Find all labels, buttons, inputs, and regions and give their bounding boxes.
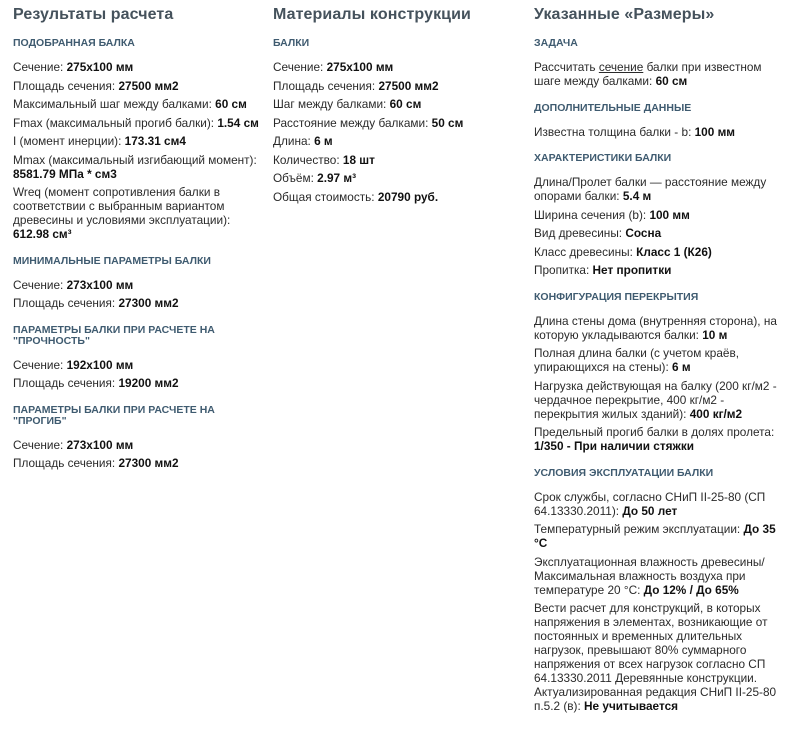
- area-row: [13, 79, 263, 93]
- span-row: [534, 175, 784, 203]
- deflection-params-heading: ПАРАМЕТРЫ БАЛКИ ПРИ РАСЧЕТЕ НА "ПРОГИБ": [13, 403, 215, 427]
- row-value: 273x100 мм: [66, 437, 134, 452]
- volume-row: [273, 171, 523, 185]
- strength-params-section: [13, 325, 263, 391]
- quantity-row: [273, 153, 523, 167]
- input-dimensions-column: [534, 0, 784, 718]
- row-label: Сечение:: [273, 60, 327, 74]
- additional-data-section: [534, 103, 784, 139]
- row-value: 18 шт: [342, 152, 375, 167]
- section-row: [273, 60, 523, 74]
- task-section: [534, 38, 784, 88]
- floor-config-heading: КОНФИГУРАЦИЯ ПЕРЕКРЫТИЯ: [534, 290, 699, 303]
- row-label: Длина стены дома (внутренняя сторона), на которую укладываются балки:: [534, 313, 777, 342]
- results-column: [13, 0, 263, 475]
- beams-heading: БАЛКИ: [273, 37, 310, 49]
- task-row: [534, 60, 784, 88]
- row-value: 20790 руб.: [377, 189, 439, 204]
- limit-deflection-row: [534, 425, 784, 453]
- row-label: Длина:: [273, 134, 315, 148]
- row-value: 400 кг/м2: [689, 406, 743, 421]
- distance-row: [273, 116, 523, 130]
- beams-section: [273, 38, 523, 204]
- row-value: 8581.79 МПа * см3: [13, 166, 117, 181]
- strength-params-heading: ПАРАМЕТРЫ БАЛКИ ПРИ РАСЧЕТЕ НА "ПРОЧНОСТЬ": [13, 323, 215, 347]
- wall-length-row: [534, 314, 784, 342]
- row-value: 27500 мм2: [378, 78, 439, 93]
- row-label: Площадь сечения:: [13, 296, 119, 310]
- row-value: 60 см: [389, 97, 422, 111]
- wood-type-row: [534, 226, 784, 240]
- floor-config-section: [534, 292, 784, 454]
- row-label: Расстояние между балками:: [273, 115, 432, 130]
- inertia-row: [13, 134, 263, 148]
- row-label: Сечение:: [13, 437, 67, 452]
- row-label: Сечение:: [13, 60, 67, 74]
- long-load-row: [534, 601, 784, 713]
- total-cost-row: [273, 190, 523, 204]
- row-label: Рассчитать: [534, 60, 599, 74]
- step-row: [273, 97, 523, 111]
- mmax-row: [13, 153, 263, 181]
- row-value: Класс 1 (К26): [636, 244, 712, 259]
- row-value: 27300 мм2: [118, 296, 179, 310]
- wreq-row: [13, 185, 263, 241]
- row-value: 27500 мм2: [118, 78, 179, 93]
- full-length-row: [534, 346, 784, 374]
- row-value: Нет пропитки: [592, 263, 672, 277]
- row-label: Площадь сечения:: [13, 456, 119, 470]
- row-label: Площадь сечения:: [13, 78, 119, 93]
- row-value: 60 см: [655, 74, 688, 88]
- section-link[interactable]: сечение: [598, 60, 644, 74]
- area-row: [273, 79, 523, 93]
- section-row: [13, 278, 263, 292]
- materials-title: Материалы конструкции: [273, 6, 471, 23]
- max-step-row: [13, 97, 263, 111]
- row-value: 273x100 мм: [66, 277, 134, 292]
- deflection-params-section: [13, 405, 263, 471]
- area-row: [13, 376, 263, 390]
- row-value: Не учитывается: [584, 699, 679, 713]
- row-label: балки при известном шаге между балками:: [534, 60, 762, 88]
- row-value: 612.98 см³: [13, 227, 72, 241]
- section-row: [13, 358, 263, 372]
- row-value: 192x100 мм: [66, 357, 134, 372]
- area-row: [13, 456, 263, 470]
- row-value: 1/350 - При наличии стяжки: [534, 439, 695, 453]
- row-value: 10 м: [702, 327, 728, 342]
- row-label: Ширина сечения (b):: [534, 207, 650, 222]
- row-value: 100 мм: [694, 124, 736, 139]
- row-value: 1.54 см: [217, 115, 259, 130]
- min-params-heading: МИНИМАЛЬНЫЕ ПАРАМЕТРЫ БАЛКИ: [13, 254, 211, 267]
- row-label: Количество:: [273, 152, 343, 167]
- row-value: 5.4 м: [622, 189, 652, 203]
- area-row: [13, 296, 263, 310]
- beam-characteristics-heading: ХАРАКТЕРИСТИКИ БАЛКИ: [534, 152, 672, 164]
- row-label: Максимальный шаг между балками:: [13, 97, 216, 111]
- row-label: Площадь сечения:: [13, 376, 119, 390]
- row-label: Объём:: [273, 171, 318, 185]
- row-label: Длина/Пролет балки — расстояние между опорами балки:: [534, 175, 767, 203]
- row-value: 50 см: [431, 115, 464, 130]
- row-value: До 35 °С: [534, 522, 776, 550]
- row-label: Площадь сечения:: [273, 78, 379, 93]
- row-value: 275x100 мм: [66, 60, 134, 74]
- materials-column: [273, 0, 523, 208]
- row-label: Эксплуатационная влажность древесины/ Максимальная влажность воздуха при температуре 20 °С:: [534, 554, 765, 597]
- selected-beam-section: [13, 38, 263, 241]
- width-row: [534, 208, 784, 222]
- row-label: Общая стоимость:: [273, 189, 378, 204]
- row-value: 2.97 м³: [317, 171, 357, 185]
- min-params-section: [13, 256, 263, 311]
- row-label: Шаг между балками:: [273, 97, 390, 111]
- row-label: Fmax (максимальный прогиб балки):: [13, 115, 218, 130]
- row-value: 19200 мм2: [118, 376, 179, 390]
- row-value: 173.31 см4: [124, 134, 186, 148]
- task-heading: ЗАДАЧА: [534, 37, 578, 49]
- operating-conditions-heading: УСЛОВИЯ ЭКСПЛУАТАЦИИ БАЛКИ: [534, 466, 714, 479]
- row-label: Пропитка:: [534, 263, 593, 277]
- row-label: I (момент инерции):: [13, 134, 125, 148]
- row-value: 60 см: [215, 97, 247, 111]
- row-label: Вид древесины:: [534, 226, 626, 240]
- section-row: [13, 60, 263, 74]
- beam-characteristics-section: [534, 153, 784, 277]
- row-label: Сечение:: [13, 357, 67, 372]
- row-label: Предельный прогиб балки в долях пролета:: [534, 425, 775, 439]
- row-label: Нагрузка действующая на балку (200 кг/м2 - чердачное перекрытие, 400 кг/м2 - перекрытия жилых зданий):: [534, 378, 777, 421]
- selected-beam-heading: ПОДОБРАННАЯ БАЛКА: [13, 37, 135, 49]
- row-label: Wreq (момент сопротивления балки в соответствии с выбранным вариантом древесины и условиями эксплуатации):: [13, 185, 231, 227]
- section-row: [13, 438, 263, 452]
- row-value: До 12% / До 65%: [643, 582, 739, 597]
- row-label: Известна толщина балки - b:: [534, 124, 695, 139]
- humidity-row: [534, 555, 784, 597]
- row-value: 27300 мм2: [118, 456, 179, 470]
- thickness-row: [534, 125, 784, 139]
- row-value: 6 м: [314, 134, 333, 148]
- row-label: Класс древесины:: [534, 244, 637, 259]
- row-label: Сечение:: [13, 277, 67, 292]
- row-label: Полная длина балки (с учетом краёв, упирающихся на стены):: [534, 346, 739, 374]
- row-value: 100 мм: [649, 207, 690, 222]
- results-title: Результаты расчета: [13, 6, 174, 23]
- temperature-row: [534, 522, 784, 550]
- row-value: 275x100 мм: [326, 60, 394, 74]
- row-label: Температурный режим эксплуатации:: [534, 522, 744, 536]
- operating-conditions-section: [534, 468, 784, 714]
- row-value: Сосна: [625, 226, 662, 240]
- row-label: Вести расчет для конструкций, в которых напряжения в элементах, возникающие от постоянных и временных длительных нагрузок, превышают 80% суммарного напряжения от всех нагрузок согласно СП 64.13330.2011 Деревянные конструкции. Актуализированная редакция СНиП II-25-80 п.5.2 (в):: [534, 601, 777, 713]
- row-value: До 50 лет: [622, 503, 678, 518]
- load-row: [534, 379, 784, 421]
- fmax-row: [13, 116, 263, 130]
- impregnation-row: [534, 263, 784, 277]
- wood-class-row: [534, 245, 784, 259]
- service-life-row: [534, 490, 784, 518]
- length-row: [273, 134, 523, 148]
- additional-data-heading: ДОПОЛНИТЕЛЬНЫЕ ДАННЫЕ: [534, 101, 692, 114]
- input-dimensions-title: Указанные «Размеры»: [534, 6, 715, 23]
- row-label: Срок службы, согласно СНиП II-25-80 (СП 64.13330.2011):: [534, 489, 766, 518]
- row-value: 6 м: [672, 360, 691, 374]
- row-label: Mmax (максимальный изгибающий момент):: [13, 152, 257, 167]
